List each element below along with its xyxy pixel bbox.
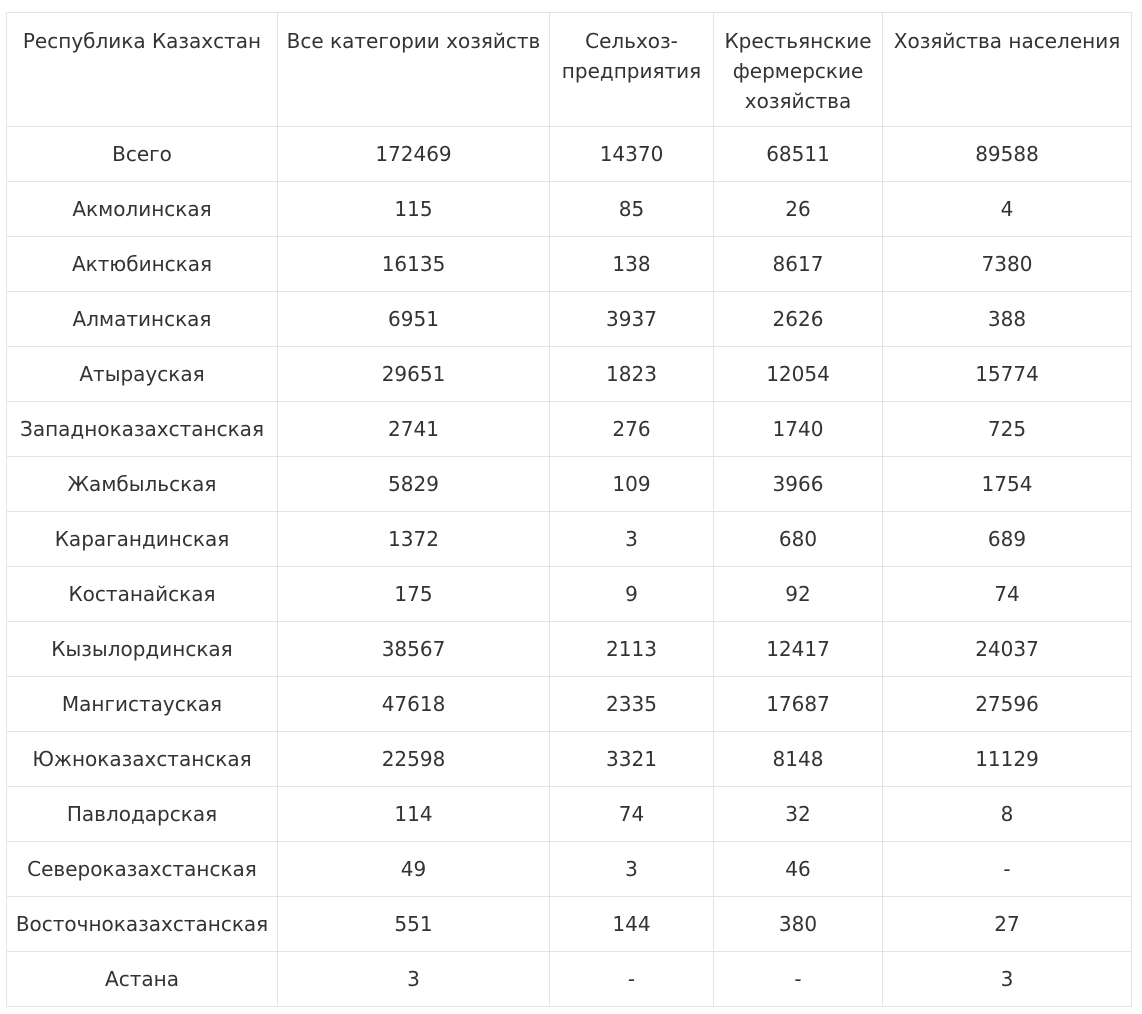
table-row bbox=[7, 842, 1132, 897]
households-cell: 74 bbox=[883, 567, 1132, 622]
peasant-farms-cell: 32 bbox=[714, 787, 883, 842]
agri-enterprises-cell: 138 bbox=[550, 237, 714, 292]
households-cell: 11129 bbox=[883, 732, 1132, 787]
agri-enterprises-cell: 9 bbox=[550, 567, 714, 622]
region-cell: Павлодарская bbox=[7, 787, 278, 842]
all-categories-cell: 49 bbox=[278, 842, 550, 897]
region-cell: Всего bbox=[7, 127, 278, 182]
agri-enterprises-cell: 3 bbox=[550, 842, 714, 897]
households-cell: 15774 bbox=[883, 347, 1132, 402]
table-row bbox=[7, 127, 1132, 182]
table-row bbox=[7, 732, 1132, 787]
agri-enterprises-cell: 3321 bbox=[550, 732, 714, 787]
all-categories-cell: 1372 bbox=[278, 512, 550, 567]
households-cell: 89588 bbox=[883, 127, 1132, 182]
all-categories-cell: 114 bbox=[278, 787, 550, 842]
all-categories-cell: 38567 bbox=[278, 622, 550, 677]
header-households: Хозяйства населения bbox=[883, 13, 1132, 127]
agri-enterprises-cell: 3937 bbox=[550, 292, 714, 347]
all-categories-cell: 3 bbox=[278, 952, 550, 1007]
all-categories-cell: 551 bbox=[278, 897, 550, 952]
header-peasant-farms: Крестьянские фермерские хозяйства bbox=[714, 13, 883, 127]
header-agri-enterprises: Сельхоз-предприятия bbox=[550, 13, 714, 127]
table-row bbox=[7, 182, 1132, 237]
households-cell: 725 bbox=[883, 402, 1132, 457]
all-categories-cell: 29651 bbox=[278, 347, 550, 402]
peasant-farms-cell: 46 bbox=[714, 842, 883, 897]
households-cell: 388 bbox=[883, 292, 1132, 347]
all-categories-cell: 2741 bbox=[278, 402, 550, 457]
livestock-by-region-table bbox=[6, 12, 1132, 1007]
peasant-farms-cell: 8617 bbox=[714, 237, 883, 292]
households-cell: 3 bbox=[883, 952, 1132, 1007]
agri-enterprises-cell: 74 bbox=[550, 787, 714, 842]
region-cell: Мангистауская bbox=[7, 677, 278, 732]
peasant-farms-cell: 2626 bbox=[714, 292, 883, 347]
households-cell: 27 bbox=[883, 897, 1132, 952]
region-cell: Североказахстанская bbox=[7, 842, 278, 897]
all-categories-cell: 172469 bbox=[278, 127, 550, 182]
region-cell: Актюбинская bbox=[7, 237, 278, 292]
agri-enterprises-cell: 2113 bbox=[550, 622, 714, 677]
table-row bbox=[7, 787, 1132, 842]
agri-enterprises-cell: - bbox=[550, 952, 714, 1007]
table-row bbox=[7, 622, 1132, 677]
all-categories-cell: 115 bbox=[278, 182, 550, 237]
region-cell: Восточноказахстанская bbox=[7, 897, 278, 952]
households-cell: 24037 bbox=[883, 622, 1132, 677]
peasant-farms-cell: 1740 bbox=[714, 402, 883, 457]
households-cell: 8 bbox=[883, 787, 1132, 842]
region-cell: Южноказахстанская bbox=[7, 732, 278, 787]
peasant-farms-cell: 680 bbox=[714, 512, 883, 567]
peasant-farms-cell: 68511 bbox=[714, 127, 883, 182]
households-cell: 4 bbox=[883, 182, 1132, 237]
table-row bbox=[7, 677, 1132, 732]
households-cell: 27596 bbox=[883, 677, 1132, 732]
region-cell: Костанайская bbox=[7, 567, 278, 622]
all-categories-cell: 6951 bbox=[278, 292, 550, 347]
peasant-farms-cell: 12417 bbox=[714, 622, 883, 677]
header-region: Республика Казахстан bbox=[7, 13, 278, 127]
households-cell: 689 bbox=[883, 512, 1132, 567]
header-row bbox=[7, 13, 1132, 127]
peasant-farms-cell: - bbox=[714, 952, 883, 1007]
table-row bbox=[7, 402, 1132, 457]
table-body bbox=[7, 127, 1132, 1007]
all-categories-cell: 22598 bbox=[278, 732, 550, 787]
table-row bbox=[7, 897, 1132, 952]
header-all-categories: Все категории хозяйств bbox=[278, 13, 550, 127]
region-cell: Жамбыльская bbox=[7, 457, 278, 512]
agri-enterprises-cell: 1823 bbox=[550, 347, 714, 402]
table-row bbox=[7, 237, 1132, 292]
agri-enterprises-cell: 144 bbox=[550, 897, 714, 952]
region-cell: Астана bbox=[7, 952, 278, 1007]
region-cell: Алматинская bbox=[7, 292, 278, 347]
households-cell: 1754 bbox=[883, 457, 1132, 512]
region-cell: Западноказахстанская bbox=[7, 402, 278, 457]
agri-enterprises-cell: 14370 bbox=[550, 127, 714, 182]
households-cell: - bbox=[883, 842, 1132, 897]
region-cell: Кызылординская bbox=[7, 622, 278, 677]
peasant-farms-cell: 380 bbox=[714, 897, 883, 952]
agri-enterprises-cell: 3 bbox=[550, 512, 714, 567]
table-row bbox=[7, 347, 1132, 402]
all-categories-cell: 175 bbox=[278, 567, 550, 622]
agri-enterprises-cell: 276 bbox=[550, 402, 714, 457]
region-cell: Акмолинская bbox=[7, 182, 278, 237]
peasant-farms-cell: 8148 bbox=[714, 732, 883, 787]
region-cell: Карагандинская bbox=[7, 512, 278, 567]
table-row bbox=[7, 567, 1132, 622]
peasant-farms-cell: 17687 bbox=[714, 677, 883, 732]
peasant-farms-cell: 92 bbox=[714, 567, 883, 622]
peasant-farms-cell: 3966 bbox=[714, 457, 883, 512]
table-row bbox=[7, 952, 1132, 1007]
agri-enterprises-cell: 109 bbox=[550, 457, 714, 512]
table-row bbox=[7, 457, 1132, 512]
table-row bbox=[7, 512, 1132, 567]
table-row bbox=[7, 292, 1132, 347]
peasant-farms-cell: 26 bbox=[714, 182, 883, 237]
all-categories-cell: 47618 bbox=[278, 677, 550, 732]
all-categories-cell: 5829 bbox=[278, 457, 550, 512]
table-header bbox=[7, 13, 1132, 127]
peasant-farms-cell: 12054 bbox=[714, 347, 883, 402]
region-cell: Атырауская bbox=[7, 347, 278, 402]
agri-enterprises-cell: 2335 bbox=[550, 677, 714, 732]
households-cell: 7380 bbox=[883, 237, 1132, 292]
all-categories-cell: 16135 bbox=[278, 237, 550, 292]
agri-enterprises-cell: 85 bbox=[550, 182, 714, 237]
